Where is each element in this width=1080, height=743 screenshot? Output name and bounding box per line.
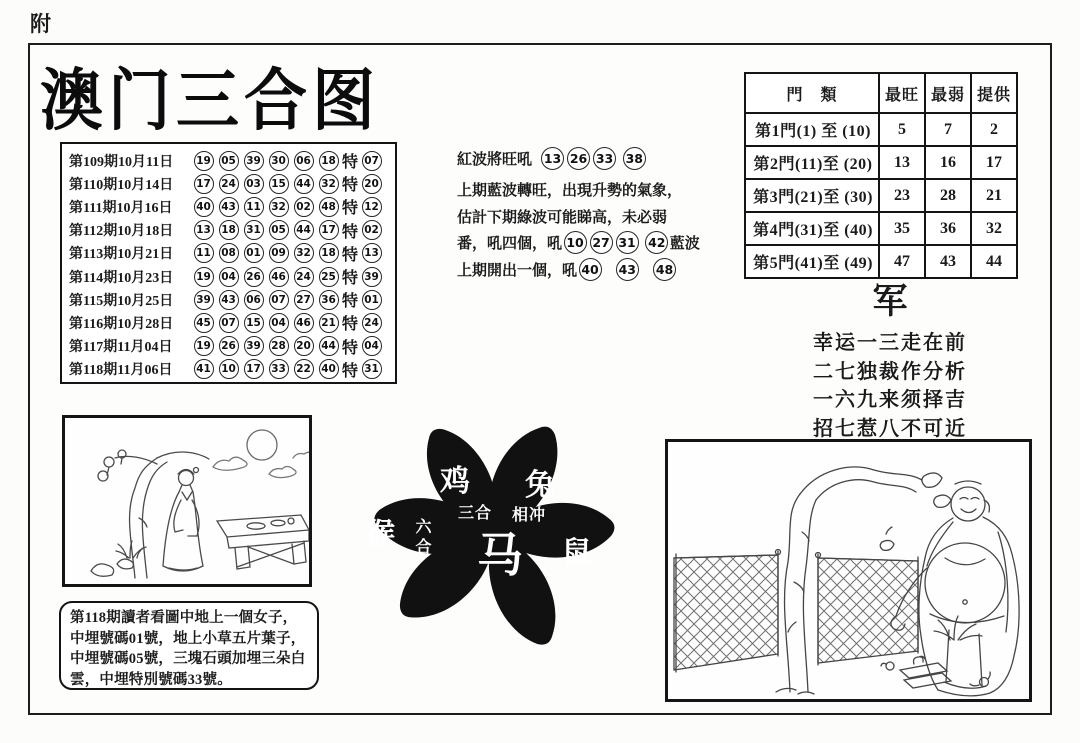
drawn-number: 07	[269, 290, 289, 310]
tip-text: 上期開出一個，吼	[457, 262, 578, 279]
drawn-number: 24	[219, 174, 239, 194]
poem-line: 幸运一三走在前	[813, 332, 967, 354]
result-period-date: 第117期11月04日	[69, 340, 173, 356]
special-label: 特	[342, 177, 359, 195]
tree-drawing	[98, 450, 209, 578]
drawn-number: 28	[269, 336, 289, 356]
gate-cold-value: 43	[925, 245, 971, 278]
snail-icon	[970, 672, 990, 687]
drawn-number: 24	[294, 267, 314, 287]
drawn-number: 45	[194, 313, 214, 333]
special-number: 31	[362, 359, 382, 379]
buddha-illustration	[668, 442, 1029, 699]
drawn-number: 10	[219, 359, 239, 379]
drawn-number: 04	[219, 267, 239, 287]
gate-table-header-row	[745, 73, 1017, 113]
gate-table	[744, 72, 1018, 279]
drawn-number: 30	[269, 151, 289, 171]
gate-hot-value: 13	[879, 146, 925, 179]
tip-number: 38	[623, 147, 646, 170]
gate-hot-value: 47	[879, 245, 925, 278]
drawn-number: 46	[294, 313, 314, 333]
special-label: 特	[342, 200, 359, 218]
result-row	[69, 149, 391, 172]
drawn-number: 18	[219, 220, 239, 240]
drawn-number: 22	[294, 359, 314, 379]
drawn-number: 02	[294, 197, 314, 217]
gate-offer-value: 21	[971, 179, 1017, 212]
gate-cold-value: 7	[925, 113, 971, 146]
tip-number: 27	[590, 231, 613, 254]
tip-number: 26	[567, 147, 590, 170]
result-row	[69, 288, 391, 311]
relation-sanhe-label: 三合	[457, 505, 493, 522]
gate-table-body	[745, 113, 1017, 278]
reader-note: 第118期讀者看圖中地上一個女子，中埋號碼01號，地上小草五片葉子，中埋號碼05號，三塊石頭加埋三朵白雲，中埋特別號碼33號。	[59, 601, 319, 690]
drawn-number: 20	[294, 336, 314, 356]
special-number: 02	[362, 220, 382, 240]
drawn-number: 27	[294, 290, 314, 310]
tip-number: 42	[645, 231, 668, 254]
gate-category: 第4門(31)至 (40)	[745, 212, 879, 245]
gate-offer-value: 17	[971, 146, 1017, 179]
zodiac-rooster-label: 鸡	[440, 465, 470, 498]
drawn-number: 11	[194, 243, 214, 263]
wave-tip-line	[457, 177, 747, 204]
drawn-number: 19	[194, 151, 214, 171]
drawn-number: 26	[219, 336, 239, 356]
drawn-number: 39	[194, 290, 214, 310]
drawn-number: 43	[219, 290, 239, 310]
drawn-number: 15	[269, 174, 289, 194]
result-row	[69, 242, 391, 265]
wave-tip-line	[457, 256, 747, 283]
drawn-number: 01	[244, 243, 264, 263]
drawn-number: 41	[194, 359, 214, 379]
woman-drawing	[163, 468, 203, 572]
tip-number: 33	[593, 147, 616, 170]
drawn-number: 48	[319, 197, 339, 217]
drawn-number: 19	[194, 336, 214, 356]
result-period-date: 第116期10月28日	[69, 316, 174, 332]
grass-drawing	[934, 616, 982, 640]
cloud-icon	[269, 467, 296, 478]
gate-offer-value: 32	[971, 212, 1017, 245]
result-row	[69, 265, 391, 288]
gate-cold-value: 28	[925, 179, 971, 212]
tip-text: 估計下期綠波可能睇高，未必弱	[457, 209, 668, 226]
wave-tip-line	[457, 230, 747, 257]
special-number: 13	[362, 243, 382, 263]
tip-number: 31	[616, 231, 639, 254]
results-rows	[69, 149, 391, 381]
drawn-number: 44	[294, 174, 314, 194]
gate-header-cell: 最弱	[925, 73, 971, 113]
gate-hot-value: 5	[879, 113, 925, 146]
result-period-date: 第114期10月23日	[69, 270, 174, 286]
tip-number: 48	[653, 258, 676, 281]
drawn-number: 33	[269, 359, 289, 379]
special-label: 特	[342, 246, 359, 264]
relation-xiangchong-label: 相冲	[511, 507, 547, 524]
tip-text: 藍波	[669, 236, 700, 253]
zodiac-rabbit-label: 兔	[525, 469, 555, 502]
zodiac-flower	[347, 405, 647, 655]
result-period-date: 第118期11月06日	[69, 363, 173, 379]
drawn-number: 13	[194, 220, 214, 240]
poem-lines	[760, 329, 1020, 443]
relation-liuhe-label-bottom: 合	[415, 539, 433, 556]
cloud-icon	[213, 457, 247, 470]
buddha-drawing	[891, 481, 1019, 696]
tip-text	[640, 234, 644, 251]
special-label: 特	[342, 316, 359, 334]
result-row	[69, 219, 391, 242]
rocks-and-grass-drawing	[91, 541, 146, 576]
result-row	[69, 311, 391, 334]
tip-text	[618, 150, 622, 167]
drawn-number: 31	[244, 220, 264, 240]
tip-text: 番，吼四個，吼	[457, 236, 563, 253]
gate-category: 第1門(1) 至 (10)	[745, 113, 879, 146]
drawn-number: 18	[319, 243, 339, 263]
gate-hot-value: 35	[879, 212, 925, 245]
tip-text	[640, 261, 651, 278]
drawn-number: 44	[319, 336, 339, 356]
result-period-date: 第110期10月14日	[69, 177, 174, 193]
special-number: 39	[362, 267, 382, 287]
gate-cold-value: 36	[925, 212, 971, 245]
drawn-number: 17	[319, 220, 339, 240]
zodiac-rat-label: 鼠	[562, 537, 592, 570]
wave-tips	[457, 145, 747, 283]
results-panel	[60, 142, 397, 384]
special-number: 12	[362, 197, 382, 217]
gate-header-cell: 最旺	[879, 73, 925, 113]
tip-text	[603, 261, 614, 278]
table-drawing	[217, 515, 309, 569]
drawn-number: 21	[319, 313, 339, 333]
result-period-date: 第112期10月18日	[69, 224, 174, 240]
gate-offer-value: 2	[971, 113, 1017, 146]
gate-row	[745, 212, 1017, 245]
result-row	[69, 358, 391, 381]
gate-header-cell: 提供	[971, 73, 1017, 113]
outer-frame	[28, 43, 1052, 715]
special-number: 04	[362, 336, 382, 356]
gate-category: 第5門(41)至 (49)	[745, 245, 879, 278]
fortune-poem	[760, 283, 1020, 443]
drawn-number: 18	[319, 151, 339, 171]
result-period-date: 第113期10月21日	[69, 247, 174, 263]
drawn-number: 17	[244, 359, 264, 379]
tip-text: 紅波將旺吼	[457, 151, 540, 168]
tip-number: 43	[616, 258, 639, 281]
special-label: 特	[342, 362, 359, 380]
gate-offer-value: 44	[971, 245, 1017, 278]
relation-liuhe-label-top: 六	[415, 519, 433, 536]
special-number: 24	[362, 313, 382, 333]
drawn-number: 32	[269, 197, 289, 217]
drawn-number: 40	[194, 197, 214, 217]
gate-row	[745, 146, 1017, 179]
zodiac-horse-label: 马	[477, 530, 523, 581]
gate-cold-value: 16	[925, 146, 971, 179]
gate-row	[745, 113, 1017, 146]
drawn-number: 17	[194, 174, 214, 194]
cloud-icon	[293, 452, 309, 458]
drawn-number: 05	[219, 151, 239, 171]
drawn-number: 06	[294, 151, 314, 171]
drawn-number: 04	[269, 313, 289, 333]
tip-number: 40	[579, 258, 602, 281]
tip-number: 10	[564, 231, 587, 254]
corner-mark: 附	[30, 12, 51, 36]
poem-heading: 军	[872, 282, 908, 321]
drawn-number: 46	[269, 267, 289, 287]
gate-category: 第3門(21)至 (30)	[745, 179, 879, 212]
gate-category: 第2門(11)至 (20)	[745, 146, 879, 179]
books-and-teapot-drawing	[881, 656, 951, 688]
gate-row	[745, 179, 1017, 212]
result-row	[69, 335, 391, 358]
drawn-number: 05	[269, 220, 289, 240]
drawn-number: 39	[244, 151, 264, 171]
gate-hot-value: 23	[879, 179, 925, 212]
drawn-number: 32	[319, 174, 339, 194]
drawn-number: 40	[319, 359, 339, 379]
drawn-number: 08	[219, 243, 239, 263]
drawn-number: 06	[244, 290, 264, 310]
drawn-number: 07	[219, 313, 239, 333]
special-label: 特	[342, 223, 359, 241]
drawn-number: 36	[319, 290, 339, 310]
result-period-date: 第111期10月16日	[69, 200, 173, 216]
tip-number: 13	[541, 147, 564, 170]
gate-row	[745, 245, 1017, 278]
wave-tip-line	[457, 203, 747, 230]
poem-line: 二七独裁作分析	[813, 360, 967, 383]
drawn-number: 15	[244, 313, 264, 333]
wave-tip-line	[457, 145, 747, 172]
poem-line: 招七惹八不可近	[813, 417, 967, 440]
page-title: 澳门三合图	[40, 61, 380, 140]
drawn-number: 32	[294, 243, 314, 263]
zodiac-monkey-label: 猴	[365, 518, 395, 551]
tip-text: 上期藍波轉旺，出現升勢的氣象，	[457, 183, 683, 200]
right-illustration	[665, 439, 1032, 702]
drawn-number: 11	[244, 197, 264, 217]
special-number: 07	[362, 151, 382, 171]
drawn-number: 44	[294, 220, 314, 240]
fence-drawing	[674, 550, 918, 673]
special-label: 特	[342, 270, 359, 288]
drawn-number: 26	[244, 267, 264, 287]
result-row	[69, 195, 391, 218]
moon-icon	[247, 430, 277, 460]
special-label: 特	[342, 293, 359, 311]
drawn-number: 43	[219, 197, 239, 217]
special-number: 20	[362, 174, 382, 194]
special-label: 特	[342, 154, 359, 172]
drawn-number: 19	[194, 267, 214, 287]
drawn-number: 03	[244, 174, 264, 194]
result-period-date: 第109期10月11日	[69, 154, 174, 170]
special-number: 01	[362, 290, 382, 310]
gate-header-cell: 門 類	[745, 73, 879, 113]
special-label: 特	[342, 339, 359, 357]
result-row	[69, 172, 391, 195]
left-illustration	[62, 415, 312, 587]
result-period-date: 第115期10月25日	[69, 293, 174, 309]
poem-line: 一六九来须择吉	[813, 389, 967, 411]
woman-under-tree-illustration	[65, 418, 309, 584]
drawn-number: 25	[319, 267, 339, 287]
drawn-number: 39	[244, 336, 264, 356]
drawn-number: 09	[269, 243, 289, 263]
